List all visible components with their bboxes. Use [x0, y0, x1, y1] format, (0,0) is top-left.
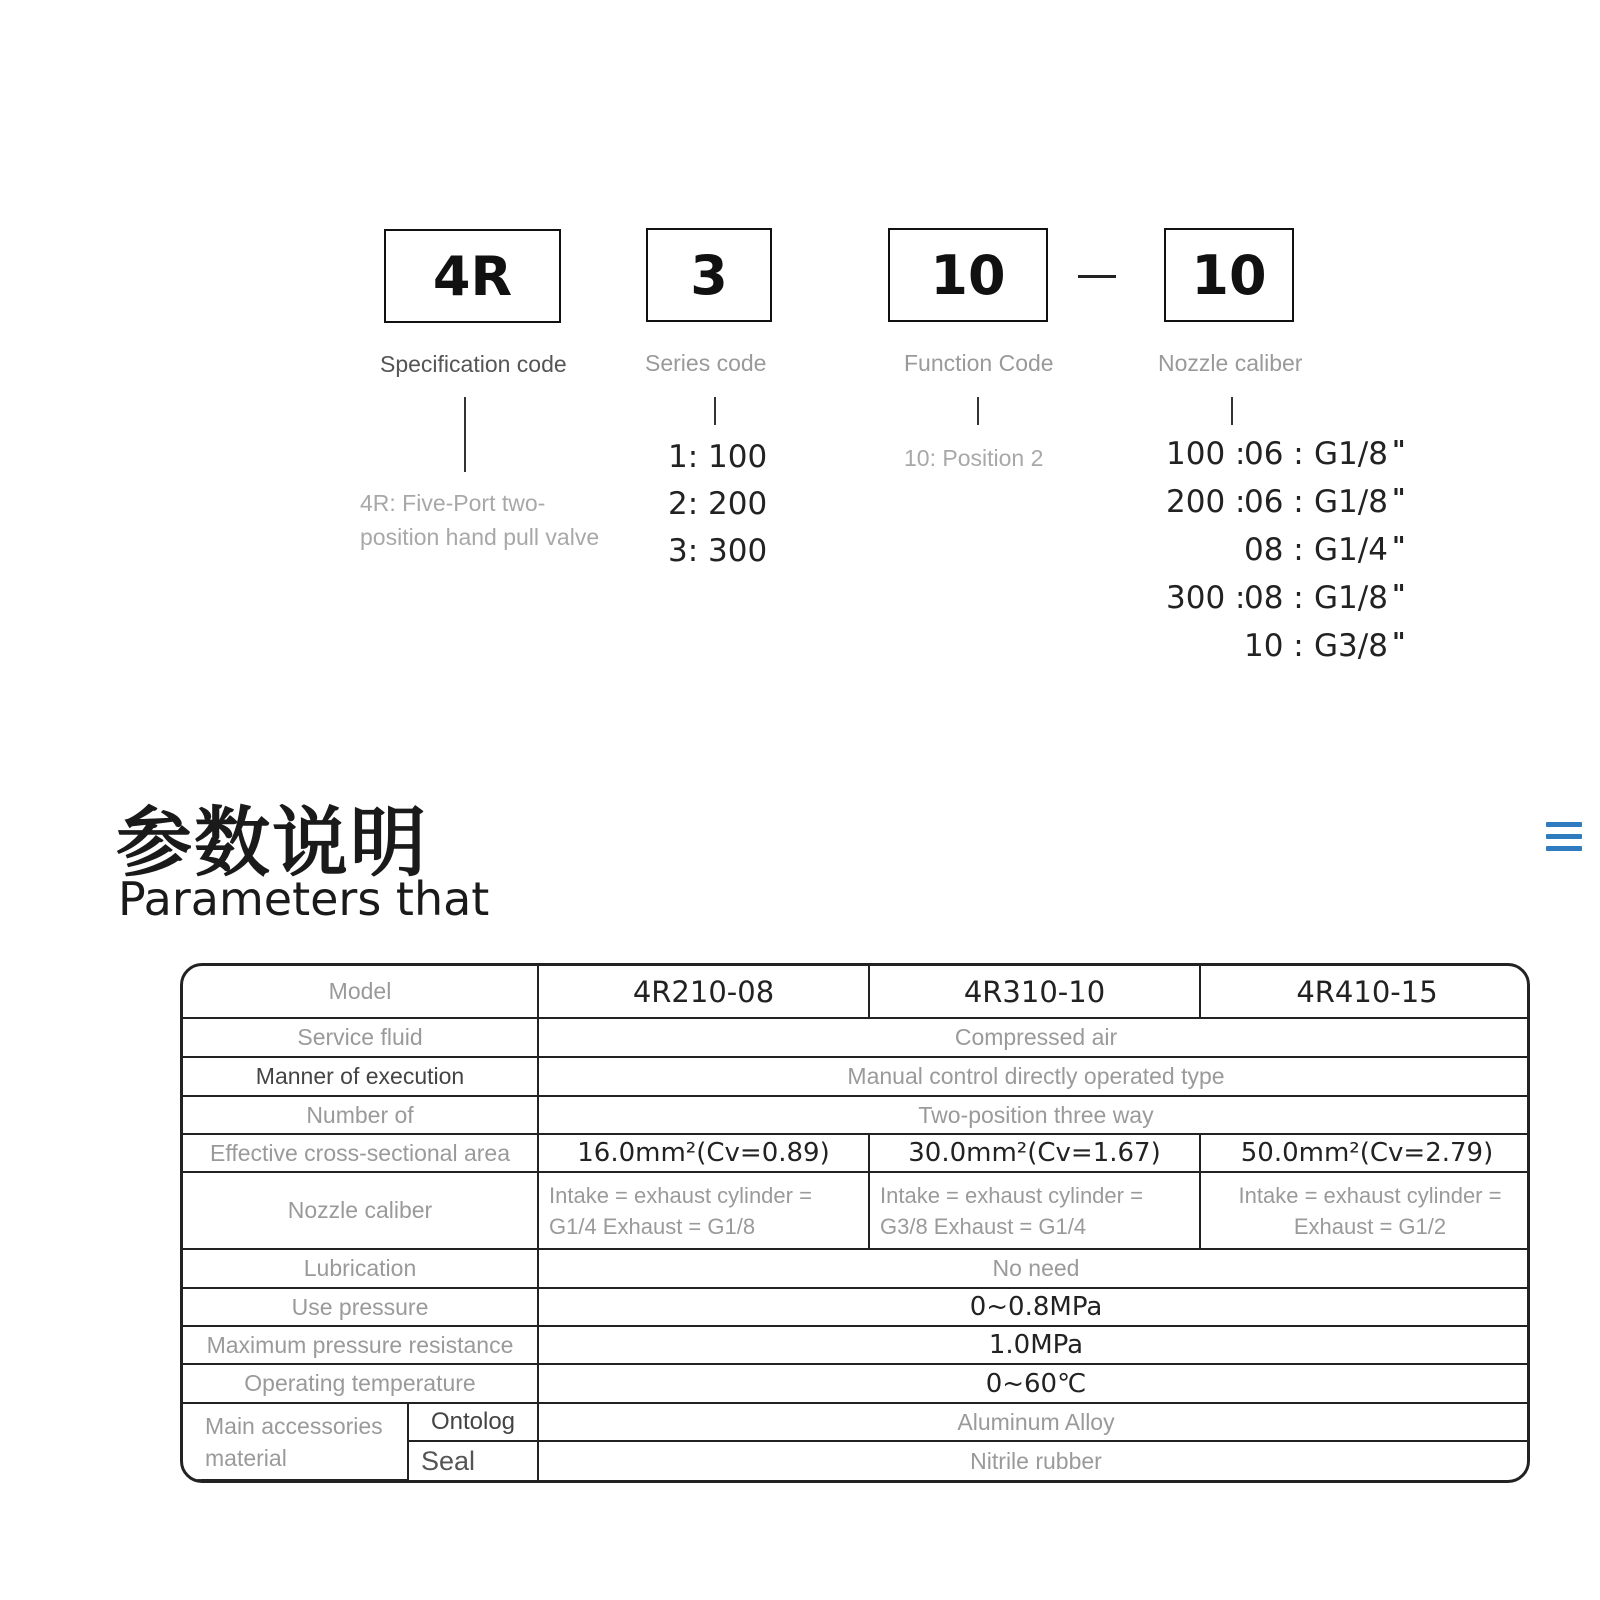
lubrication-value: No need: [538, 1249, 1530, 1288]
nozzle-series: 300 :: [1166, 580, 1246, 616]
nozzle-inch-mark: ": [1392, 532, 1406, 562]
model-label: Model: [183, 966, 538, 1018]
nozzle-code-box: 10: [1164, 228, 1294, 322]
effective-area-value: 30.0mm²(Cv=1.67): [869, 1134, 1200, 1172]
series-code-box: 3: [646, 228, 772, 322]
menu-icon[interactable]: [1546, 822, 1582, 858]
seal-label: Seal: [408, 1441, 538, 1480]
spec-code-box: 4R: [384, 229, 561, 323]
nozzle-code-label: Nozzle caliber: [1158, 350, 1303, 376]
table-row-effective-area: [183, 1134, 1530, 1172]
spec-description: [360, 486, 599, 554]
menu-icon-bar: [1546, 834, 1582, 839]
nozzle-series: 100 :: [1166, 436, 1246, 472]
nozzle-caliber-line: Intake = exhaust cylinder =: [549, 1182, 812, 1208]
nozzle-code: 08 :: [1244, 580, 1304, 616]
series-code-label: Series code: [645, 350, 767, 376]
function-connector-line: [977, 397, 979, 425]
model-name: 4R210-08: [538, 966, 869, 1018]
nozzle-size: G1/4: [1314, 532, 1388, 568]
table-row-ontolog: [183, 1403, 1530, 1441]
material-label-line2: material: [205, 1444, 287, 1471]
nozzle-caliber-value: [1200, 1172, 1530, 1249]
series-option: 2: 200: [668, 486, 768, 522]
effective-area-value: 16.0mm²(Cv=0.89): [538, 1134, 869, 1172]
manner-value: Manual control directly operated type: [538, 1057, 1530, 1096]
section-title-en: Parameters that: [118, 872, 490, 926]
nozzle-code: 06 :: [1244, 436, 1304, 472]
spec-description-line1: 4R: Five-Port two-: [360, 490, 546, 516]
series-connector-line: [714, 397, 716, 425]
number-of-label: Number of: [183, 1096, 538, 1134]
function-description: 10: Position 2: [904, 445, 1044, 471]
nozzle-caliber-label: Nozzle caliber: [183, 1172, 538, 1249]
table-row-service-fluid: [183, 1018, 1530, 1057]
table-row-operating-temp: [183, 1364, 1530, 1403]
lubrication-label: Lubrication: [183, 1249, 538, 1288]
function-code-box: 10: [888, 228, 1048, 322]
seal-value: Nitrile rubber: [538, 1441, 1530, 1480]
series-option: 1: 100: [668, 439, 768, 475]
table-row-use-pressure: [183, 1288, 1530, 1326]
nozzle-size: G1/8: [1314, 436, 1388, 472]
nozzle-option-row: [1166, 532, 1406, 568]
section-title-cn: 参数说明: [116, 798, 428, 887]
service-fluid-value: Compressed air: [538, 1018, 1530, 1057]
operating-temp-value: 0~60℃: [538, 1364, 1530, 1403]
nozzle-option-row: [1166, 628, 1406, 664]
nozzle-caliber-line: Intake = exhaust cylinder =: [1238, 1182, 1502, 1208]
nozzle-inch-mark: ": [1392, 580, 1406, 610]
ontolog-value: Aluminum Alloy: [538, 1403, 1530, 1441]
nozzle-size: G1/8: [1314, 484, 1388, 520]
model-name: 4R410-15: [1200, 966, 1530, 1018]
menu-icon-bar: [1546, 846, 1582, 851]
spec-code-label: Specification code: [380, 351, 567, 377]
use-pressure-label: Use pressure: [183, 1288, 538, 1326]
nozzle-caliber-line: G3/8 Exhaust = G1/4: [880, 1213, 1087, 1239]
function-code-label: Function Code: [904, 350, 1054, 376]
spec-description-line2: position hand pull valve: [360, 524, 600, 550]
parameters-table: [183, 966, 1530, 1481]
table-row-number-of: [183, 1096, 1530, 1134]
table-row-max-pressure: [183, 1326, 1530, 1364]
effective-area-label: Effective cross-sectional area: [183, 1134, 538, 1172]
nozzle-series: 200 :: [1166, 484, 1246, 520]
nozzle-code: 10 :: [1244, 628, 1304, 664]
manner-label: Manner of execution: [183, 1057, 538, 1096]
number-of-value: Two-position three way: [538, 1096, 1530, 1134]
nozzle-inch-mark: ": [1392, 436, 1406, 466]
max-pressure-value: 1.0MPa: [538, 1326, 1530, 1364]
nozzle-option-row: [1166, 484, 1406, 520]
code-separator-dash: [1078, 275, 1116, 278]
nozzle-option-row: [1166, 436, 1406, 472]
nozzle-size: G3/8: [1314, 628, 1388, 664]
nozzle-caliber-line: G1/4 Exhaust = G1/8: [549, 1213, 756, 1239]
model-name: 4R310-10: [869, 966, 1200, 1018]
nozzle-option-row: [1166, 580, 1406, 616]
menu-icon-bar: [1546, 822, 1582, 827]
effective-area-value: 50.0mm²(Cv=2.79): [1200, 1134, 1530, 1172]
table-row-lubrication: [183, 1249, 1530, 1288]
nozzle-code: 08 :: [1244, 532, 1304, 568]
nozzle-size: G1/8: [1314, 580, 1388, 616]
spec-connector-line: [464, 397, 466, 472]
nozzle-inch-mark: ": [1392, 484, 1406, 514]
material-label-line1: Main accessories: [205, 1412, 383, 1439]
use-pressure-value: 0~0.8MPa: [538, 1288, 1530, 1326]
table-row-model: [183, 966, 1530, 1018]
nozzle-caliber-line: Exhaust = G1/2: [1293, 1213, 1447, 1239]
table-row-nozzle-caliber: [183, 1172, 1530, 1249]
nozzle-caliber-line: Intake = exhaust cylinder =: [880, 1182, 1143, 1208]
nozzle-caliber-value: [869, 1172, 1200, 1249]
nozzle-code: 06 :: [1244, 484, 1304, 520]
ontolog-label: Ontolog: [408, 1403, 538, 1441]
series-options: [668, 434, 767, 575]
series-option: 3: 300: [668, 533, 768, 569]
nozzle-caliber-value: [538, 1172, 869, 1249]
material-label: [183, 1403, 408, 1480]
parameters-table-frame: [180, 963, 1530, 1483]
service-fluid-label: Service fluid: [183, 1018, 538, 1057]
operating-temp-label: Operating temperature: [183, 1364, 538, 1403]
nozzle-connector-line: [1231, 397, 1233, 425]
nozzle-inch-mark: ": [1392, 628, 1406, 658]
max-pressure-label: Maximum pressure resistance: [183, 1326, 538, 1364]
table-row-manner: [183, 1057, 1530, 1096]
